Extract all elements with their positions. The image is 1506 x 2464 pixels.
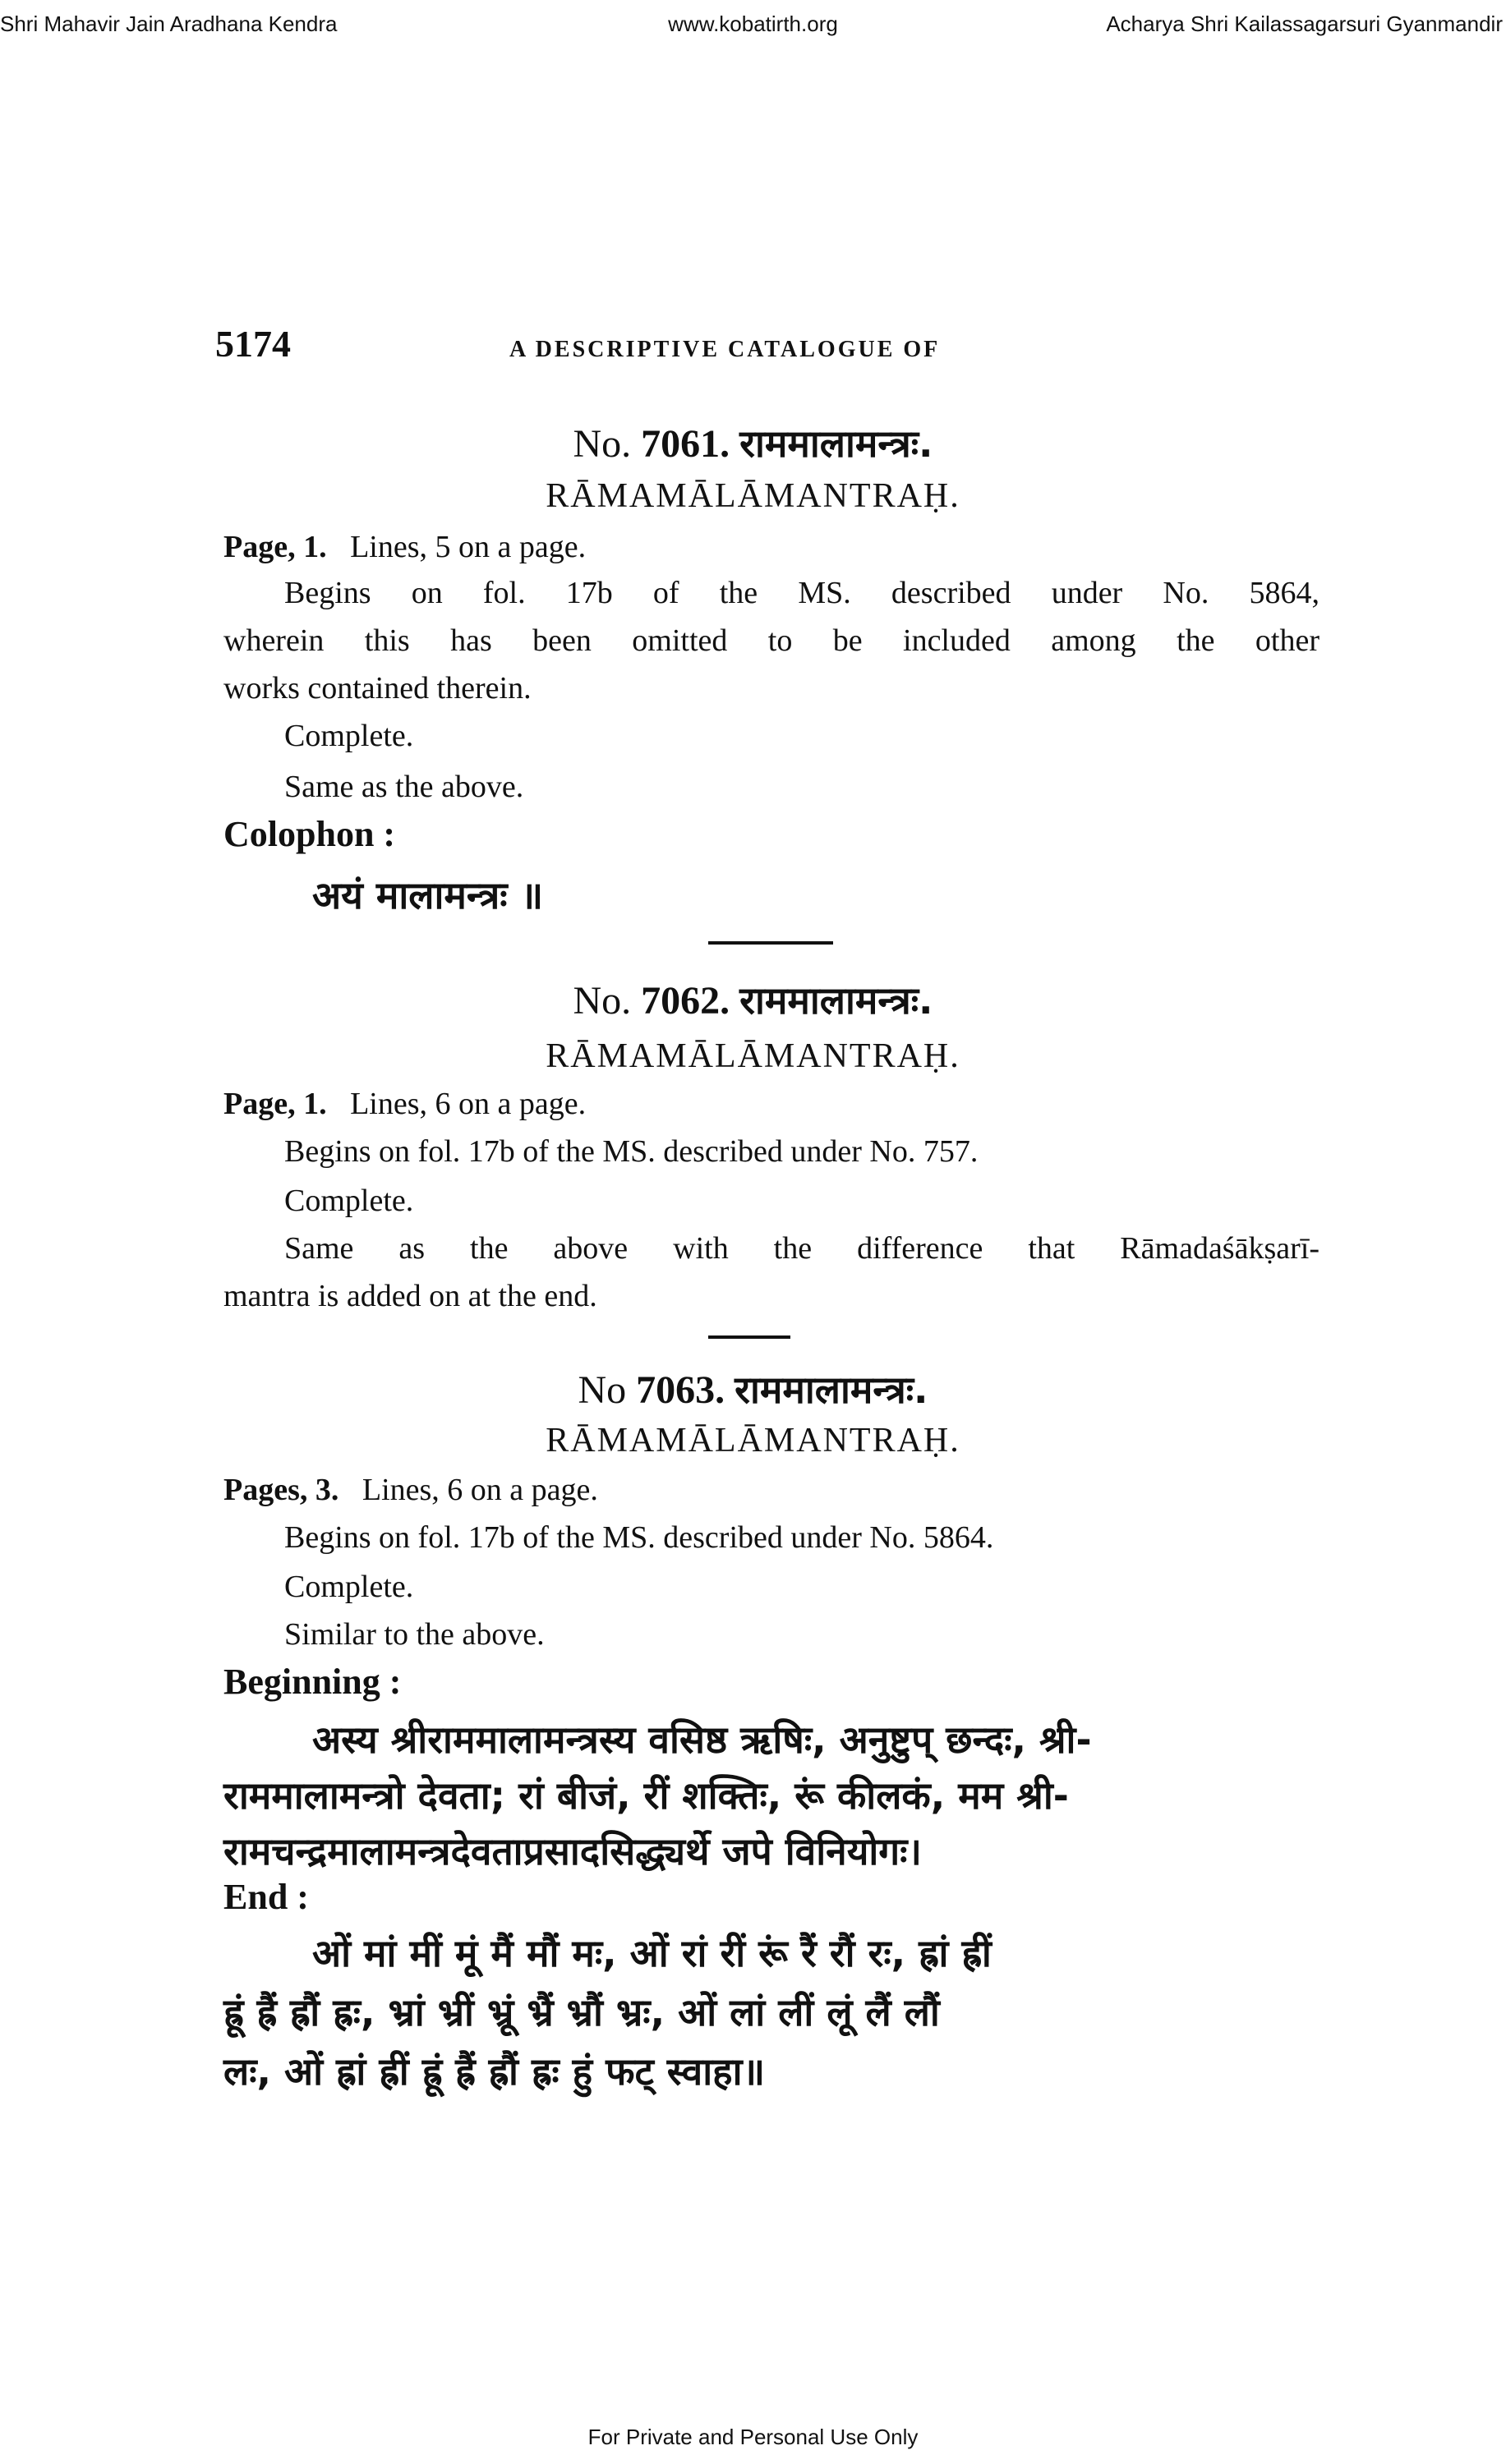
entry-7061-body-line: Begins on fol. 17b of the MS. described under No. 5864, [284,576,1319,610]
entry-7062-body-line: Begins on fol. 17b of the MS. described under No. 757. [284,1134,979,1169]
entry-7062-page-info [223,1086,586,1122]
entry-7063-complete: Complete. [284,1570,414,1604]
entry-number: 7062. [641,979,730,1023]
entry-7063-heading [0,1363,1506,1414]
page-header-bar [0,11,1506,44]
running-title: A DESCRIPTIVE CATALOGUE OF [509,337,941,362]
end-text-line: लः, ओं ह्रां ह्रीं ह्रूं ह्रैं ह्रौं ह्रः हुं फट् स्वाहा॥ [223,2049,766,2094]
page-number: 5174 [215,323,291,365]
entry-7061-page-info [223,529,586,565]
beginning-text-line: रामचन्द्रमालामन्त्रदेवताप्रसादसिद्ध्यर्थे जपे विनियोगः। [223,1829,922,1873]
entry-sanskrit-title: राममालामन्त्रः. [735,1368,928,1412]
entry-7061-title: RĀMAMĀLĀMANTRAḤ. [546,477,960,515]
entry-7062-heading [0,974,1506,1025]
entry-number-prefix: No. [573,422,632,466]
entry-sanskrit-title: राममालामन्त्रः. [739,978,933,1023]
end-heading: End : [223,1877,309,1917]
header-left-text: Shri Mahavir Jain Aradhana Kendra [0,11,338,36]
end-text-line: ह्रूं ह्रैं ह्रौं ह्रः, भ्रां भ्रीं भ्रूं भ्रैं भ्रौं भ्रः, ओं लां लीं लूं लैं लौं [223,1990,940,2034]
entry-7063-title: RĀMAMĀLĀMANTRAḤ. [546,1422,960,1460]
section-divider [708,941,833,945]
entry-number: 7063. [636,1368,725,1412]
entry-7062-complete: Complete. [284,1184,414,1218]
entry-sanskrit-title: राममालामन्त्रः. [739,421,933,466]
colophon-text: अयं मालामन्त्रः ॥ [312,873,544,917]
beginning-text-line: अस्य श्रीराममालामन्त्रस्य वसिष्ठ ऋषिः, अनुष्टुप् छन्दः, श्री- [312,1717,1092,1762]
pages-label: Page, 1. [223,530,327,564]
entry-7061-body-line: wherein this has been omitted to be included among the other [223,623,1319,658]
end-text-line: ओं मां मीं मूं मैं मौं मः, ओं रां रीं रूं रैं रौं रः, ह्रां ह्रीं [312,1931,992,1975]
beginning-text-line: राममालामन्त्रो देवता; रां बीजं, रीं शक्तिः, रूं कीलकं, मम श्री- [223,1773,1069,1818]
entry-7063-note: Similar to the above. [284,1617,545,1652]
entry-7063-body-line: Begins on fol. 17b of the MS. described under No. 5864. [284,1520,994,1555]
entry-7062-title: RĀMAMĀLĀMANTRAḤ. [546,1037,960,1075]
section-divider [708,1335,790,1339]
page-footer: For Private and Personal Use Only [587,2425,919,2449]
entry-7062-note-line: Same as the above with the difference that Rāmadaśākṣarī- [284,1231,1319,1266]
entry-number-prefix: No [578,1368,627,1412]
lines-text: Lines, 6 on a page. [350,1087,587,1121]
entry-7063-page-info [223,1472,598,1508]
entry-number: 7061. [641,422,730,466]
lines-text: Lines, 5 on a page. [350,530,587,564]
header-center-url[interactable]: www.kobatirth.org [668,11,838,36]
entry-7061-heading [0,417,1506,468]
entry-7061-complete: Complete. [284,719,414,753]
pages-label: Page, 1. [223,1087,327,1121]
entry-7062-note-line: mantra is added on at the end. [223,1279,597,1313]
entry-7061-body-line: works contained therein. [223,671,532,706]
beginning-heading: Beginning : [223,1662,402,1702]
header-right-text: Acharya Shri Kailassagarsuri Gyanmandir [1106,11,1503,36]
pages-label: Pages, 3. [223,1473,339,1507]
lines-text: Lines, 6 on a page. [362,1473,598,1507]
entry-7061-note: Same as the above. [284,770,524,804]
entry-number-prefix: No. [573,979,632,1023]
colophon-heading: Colophon : [223,814,396,854]
